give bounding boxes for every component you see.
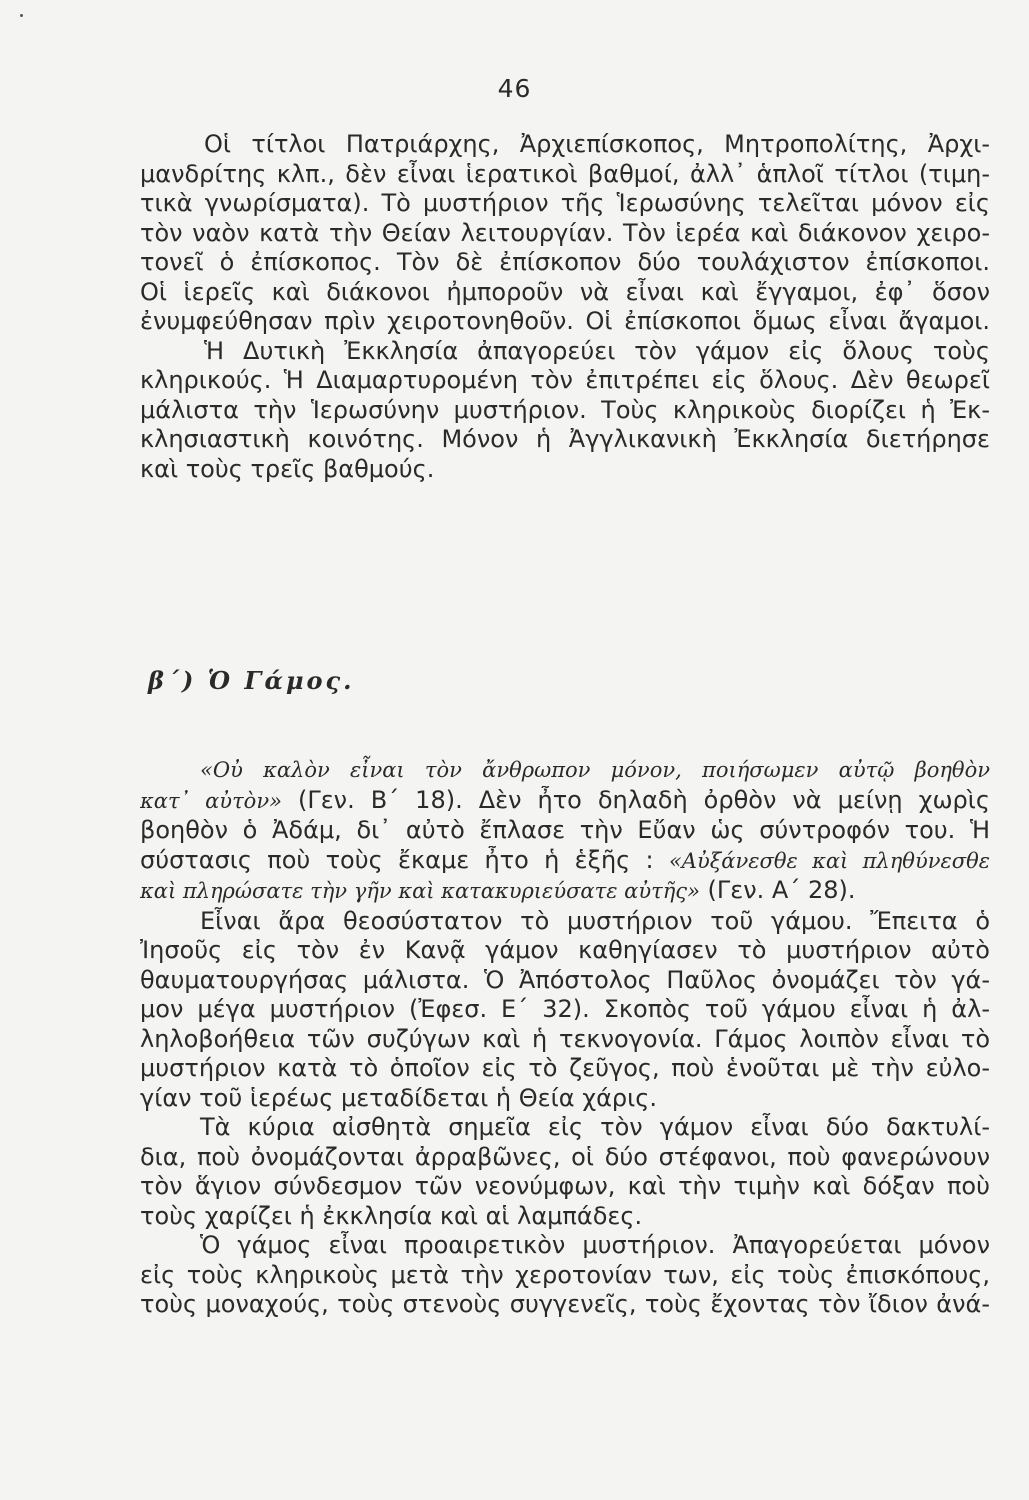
paragraph-line: μον μέγα μυστήριον (Ἐφεσ. Ε΄ 32). Σκοπὸς τοῦ γάμου εἶναι ἡ ἀλ- xyxy=(140,995,990,1023)
paragraph-line: καὶ τοὺς τρεῖς βαθμούς. xyxy=(140,454,435,483)
page-number: 46 xyxy=(497,74,532,103)
paragraph-line: τὸν ἅγιον σύνδεσμον τῶν νεονύμφων, καὶ τὴν τιμὴν καὶ δόξαν ποὺ xyxy=(140,1172,990,1200)
scripture-quote: κατ᾽ αὐτὸν» xyxy=(140,788,282,813)
paragraph-line xyxy=(140,846,990,877)
paragraph-line: μανδρίτης κλπ., δὲν εἶναι ἱερατικοὶ βαθμοί, ἀλλ᾽ ἁπλοῖ τίτλοι (τιμη- xyxy=(140,159,990,188)
line-text: (Γεν. Α΄ 28). xyxy=(699,876,856,904)
paragraph-line: τονεῖ ὁ ἐπίσκοπος. Τὸν δὲ ἐπίσκοπον δύο τουλάχιστον ἐπίσκοποι. xyxy=(140,248,990,276)
paragraph-line: μάλιστα τὴν Ἱερωσύνην μυστήριον. Τοὺς κληρικοὺς διορίζει ἡ Ἐκ- xyxy=(140,395,990,424)
scripture-quote: «Οὐ καλὸν εἶναι τὸν ἄνθρωπον μόνον, ποιήσωμεν αὐτῷ βοηθὸν xyxy=(200,758,990,782)
paragraph-line: Ὁ γάμος εἶναι προαιρετικὸν μυστήριον. Ἀπαγορεύεται μόνον xyxy=(200,1231,990,1259)
paragraph-line: τικὰ γνωρίσματα). Τὸ μυστήριον τῆς Ἱερωσύνης τελεῖται μόνον εἰς xyxy=(140,189,990,217)
section-priesthood xyxy=(140,130,990,484)
paragraph-line xyxy=(140,786,990,817)
paragraph-line: Ἰησοῦς εἰς τὸν ἐν Κανᾷ γάμον καθηγίασεν τὸ μυστήριον αὐτὸ xyxy=(140,936,990,964)
scripture-quote: «Αὐξάνεσθε καὶ πληθύνεσθε xyxy=(668,848,990,873)
paragraph-line xyxy=(140,876,990,907)
paragraph-line: Οἱ τίτλοι Πατριάρχης, Ἀρχιεπίσκοπος, Μητροπολίτης, Ἀρχι- xyxy=(204,130,990,158)
paragraph-line xyxy=(140,755,990,786)
paragraph-line: δια, ποὺ ὀνομάζονται ἀρραβῶνες, οἱ δύο στέφανοι, ποὺ φανερώνουν xyxy=(140,1142,990,1171)
paragraph-line: κλησιαστικὴ κοινότης. Μόνον ἡ Ἀγγλικανικὴ Ἐκκλησία διετήρησε xyxy=(140,425,990,453)
paragraph-line: τοὺς μοναχούς, τοὺς στενοὺς συγγενεῖς, τοὺς ἔχοντας τὸν ἴδιον ἀνά- xyxy=(140,1290,990,1318)
paragraph-line: βοηθὸν ὁ Ἀδάμ, δι᾽ αὐτὸ ἔπλασε τὴν Εὔαν ὡς σύντροφόν του. Ἡ xyxy=(140,816,990,844)
paragraph-line: τὸν ναὸν κατὰ τὴν Θείαν λειτουργίαν. Τὸν ἱερέα καὶ διάκονον χειρο- xyxy=(140,218,990,247)
paragraph-line: Τὰ κύρια αἰσθητὰ σημεῖα εἰς τὸν γάμον εἶναι δύο δακτυλί- xyxy=(200,1113,990,1141)
paragraph-line: Εἶναι ἄρα θεοσύστατον τὸ μυστήριον τοῦ γάμου. Ἔπειτα ὁ xyxy=(200,906,990,935)
paragraph-line: ληλοβοήθεια τῶν συζύγων καὶ ἡ τεκνογονία. Γάμος λοιπὸν εἶναι τὸ xyxy=(140,1024,990,1053)
paragraph-line: εἰς τοὺς κληρικοὺς μετὰ τὴν χεροτονίαν των, εἰς τοὺς ἐπισκόπους, xyxy=(140,1260,990,1289)
paragraph-line: τοὺς χαρίζει ἡ ἐκκλησία καὶ αἱ λαμπάδες. xyxy=(140,1201,643,1230)
paragraph-line: κληρικούς. Ἡ Διαμαρτυρομένη τὸν ἐπιτρέπει εἰς ὅλους. Δὲν θεωρεῖ xyxy=(140,366,990,394)
paragraph-line: Ἡ Δυτικὴ Ἐκκλησία ἀπαγορεύει τὸν γάμον εἰς ὅλους τοὺς xyxy=(204,336,990,365)
scan-speck xyxy=(20,14,23,17)
paragraph-line: μυστήριον κατὰ τὸ ὁποῖον εἰς τὸ ζεῦγος, ποὺ ἑνοῦται μὲ τὴν εὐλο- xyxy=(140,1054,990,1082)
section-heading-marriage: β΄) Ὁ Γάμος. xyxy=(148,666,355,695)
paragraph-line: γίαν τοῦ ἱερέως μεταδίδεται ἡ Θεία χάρις. xyxy=(140,1083,657,1112)
paragraph-line: ἐνυμφεύθησαν πρὶν χειροτονηθοῦν. Οἱ ἐπίσκοποι ὅμως εἶναι ἄγαμοι. xyxy=(140,307,990,335)
paragraph-line: Οἱ ἱερεῖς καὶ διάκονοι ἠμποροῦν νὰ εἶναι καὶ ἔγγαμοι, ἐφ᾽ ὅσον xyxy=(140,277,990,306)
scripture-quote: καὶ πληρώσατε τὴν γῆν καὶ κατακυριεύσατε αὐτῆς» xyxy=(140,879,700,903)
paragraph-line: θαυματουργήσας μάλιστα. Ὁ Ἀπόστολος Παῦλος ὀνομάζει τὸν γά- xyxy=(140,965,990,994)
line-text: (Γεν. Β΄ 18). Δὲν ἦτο δηλαδὴ ὀρθὸν νὰ μείνῃ χωρὶς xyxy=(281,785,990,814)
section-marriage xyxy=(140,755,990,1320)
line-text: σύστασις ποὺ τοὺς ἔκαμε ἦτο ἡ ἑξῆς : xyxy=(140,845,669,874)
